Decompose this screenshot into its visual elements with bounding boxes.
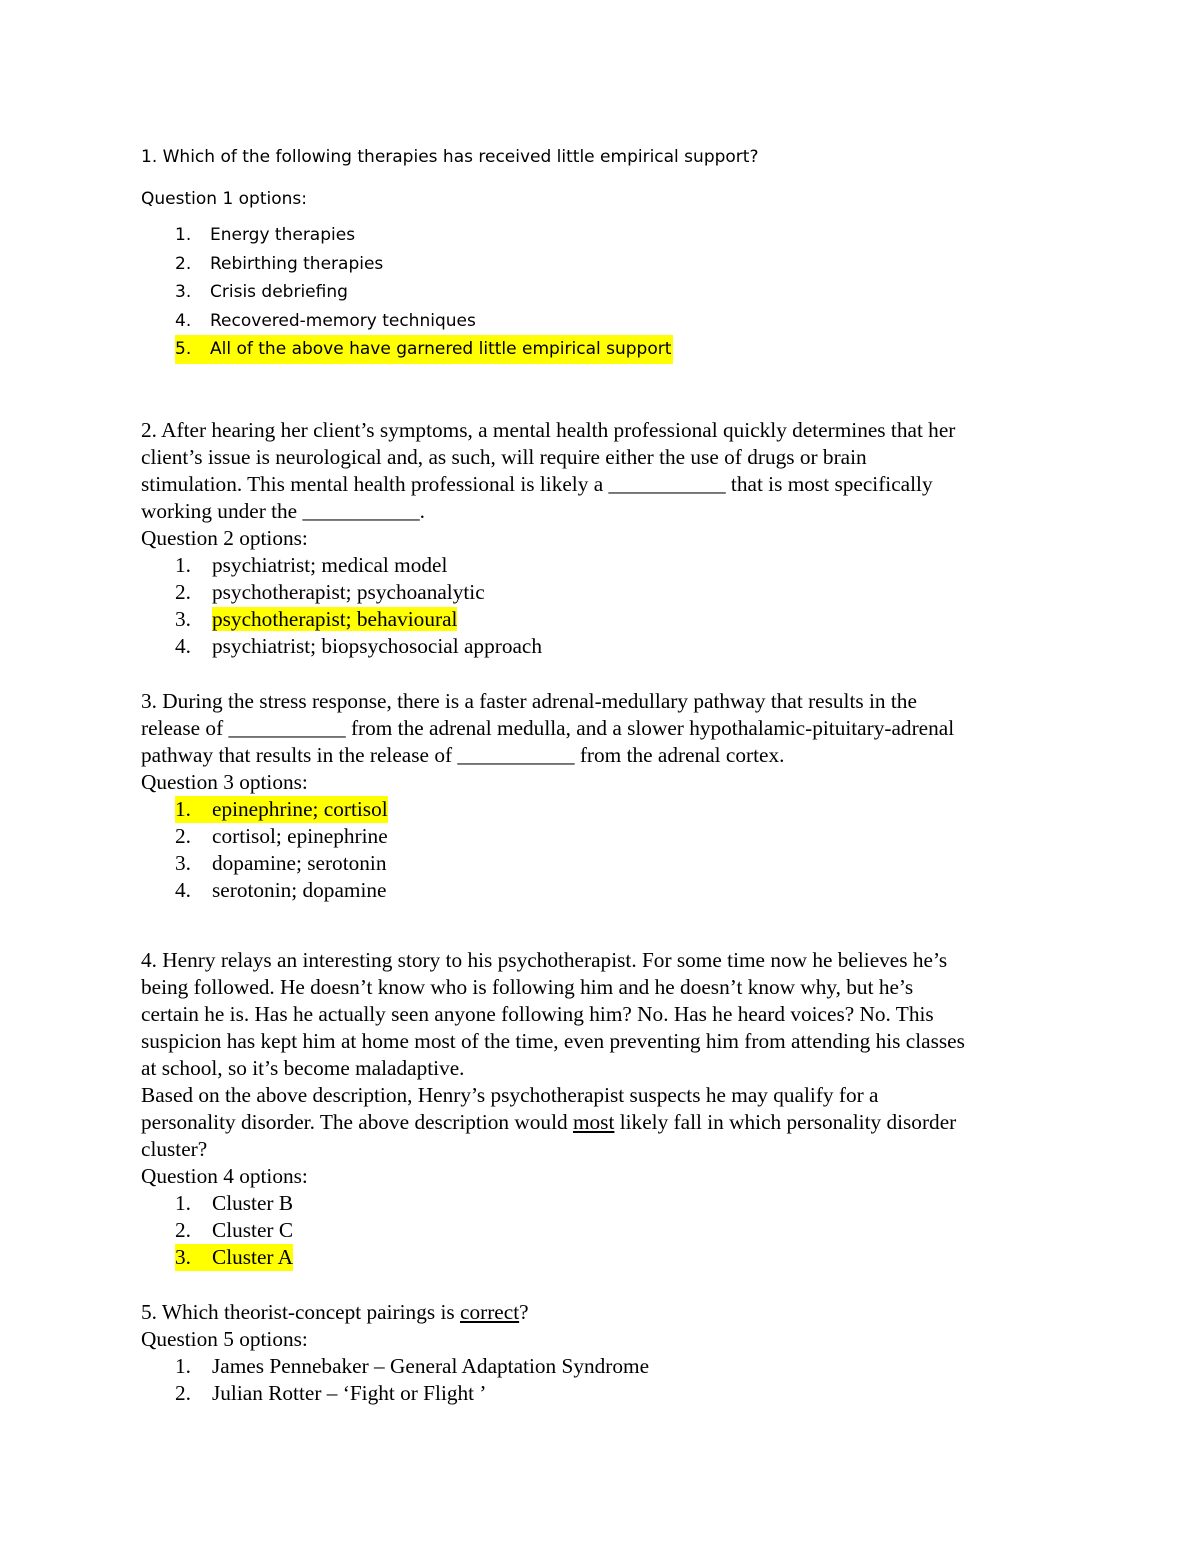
question-4-option-3-answer: 3. Cluster A — [175, 1245, 294, 1269]
question-2-option-3-answer: 3. psychotherapist; behavioural — [175, 607, 458, 631]
question-2 — [141, 417, 1061, 660]
question-3-stem-line-2: release of ___________ from the adrenal medulla, and a slower hypothalamic-pituitary-adrenal — [141, 716, 955, 740]
question-3 — [141, 688, 1061, 904]
question-1-option-1: 1. Energy therapies — [175, 225, 356, 245]
question-4-stem-line-6: Based on the above description, Henry’s psychotherapist suspects he may qualify for a — [141, 1083, 879, 1107]
question-5 — [141, 1299, 1061, 1407]
question-2-options-label: Question 2 options: — [141, 526, 308, 550]
question-3-option-2: 2. cortisol; epinephrine — [175, 824, 388, 848]
question-1 — [141, 145, 1081, 364]
question-2-option-1: 1. psychiatrist; medical model — [175, 553, 448, 577]
question-4-stem-line-7: personality disorder. The above description would most likely fall in which personality disorder — [141, 1110, 957, 1134]
question-4-option-1: 1. Cluster B — [175, 1191, 294, 1215]
question-1-options — [141, 221, 1081, 364]
question-1-stem: 1. Which of the following therapies has received little empirical support? — [141, 147, 759, 167]
question-2-option-4: 4. psychiatrist; biopsychosocial approach — [175, 634, 543, 658]
question-3-stem-line-3: pathway that results in the release of ___________ from the adrenal cortex. — [141, 743, 785, 767]
question-5-options-label: Question 5 options: — [141, 1327, 308, 1351]
question-3-options-label: Question 3 options: — [141, 770, 308, 794]
question-1-option-5-answer: 5. All of the above have garnered little empirical support — [141, 335, 1081, 364]
question-5-option-1: 1. James Pennebaker – General Adaptation Syndrome — [175, 1354, 650, 1378]
question-2-options — [141, 552, 1061, 660]
question-2-stem-line-2: client’s issue is neurological and, as such, will require either the use of drugs or brain — [141, 445, 867, 469]
question-4-stem-line-3: certain he is. Has he actually seen anyone following him? No. Has he heard voices? No. This — [141, 1002, 934, 1026]
question-3-option-4: 4. serotonin; dopamine — [175, 878, 387, 902]
question-5-stem: 5. Which theorist-concept pairings is correct? — [141, 1300, 529, 1324]
question-1-option-2: 2. Rebirthing therapies — [175, 253, 384, 274]
question-4-stem-line-4: suspicion has kept him at home most of the time, even preventing him from attending his classes — [141, 1029, 965, 1053]
question-4 — [141, 947, 1061, 1271]
question-1-options-label: Question 1 options: — [141, 189, 307, 209]
question-2-option-2: 2. psychotherapist; psychoanalytic — [175, 580, 485, 604]
question-4-stem-line-1: 4. Henry relays an interesting story to his psychotherapist. For some time now he believes he’s — [141, 948, 948, 972]
question-4-stem-line-5: at school, so it’s become maladaptive. — [141, 1056, 465, 1080]
question-2-stem-line-1: 2. After hearing her client’s symptoms, a mental health professional quickly determines that her — [141, 418, 956, 442]
question-5-options — [141, 1353, 1061, 1407]
question-4-stem-line-2: being followed. He doesn’t know who is following him and he doesn’t know why, but he’s — [141, 975, 914, 999]
question-2-stem-line-3: stimulation. This mental health professional is likely a ___________ that is most specifically — [141, 472, 933, 496]
question-3-options — [141, 796, 1061, 904]
question-4-option-2: 2. Cluster C — [175, 1218, 294, 1242]
question-4-options-label: Question 4 options: — [141, 1164, 308, 1188]
question-3-stem-line-1: 3. During the stress response, there is a faster adrenal-medullary pathway that results in the — [141, 689, 917, 713]
question-4-stem-line-8: cluster? — [141, 1137, 208, 1161]
question-3-option-3: 3. dopamine; serotonin — [175, 851, 387, 875]
question-3-option-1-answer: 1. epinephrine; cortisol — [175, 797, 388, 821]
question-1-option-4: 4. Recovered-memory techniques — [175, 310, 476, 331]
question-4-options — [141, 1190, 1061, 1271]
question-5-option-2: 2. Julian Rotter – ‘Fight or Flight ’ — [175, 1381, 487, 1405]
question-1-option-3: 3. Crisis debriefing — [175, 282, 348, 303]
question-2-stem-line-4: working under the ___________. — [141, 499, 425, 523]
